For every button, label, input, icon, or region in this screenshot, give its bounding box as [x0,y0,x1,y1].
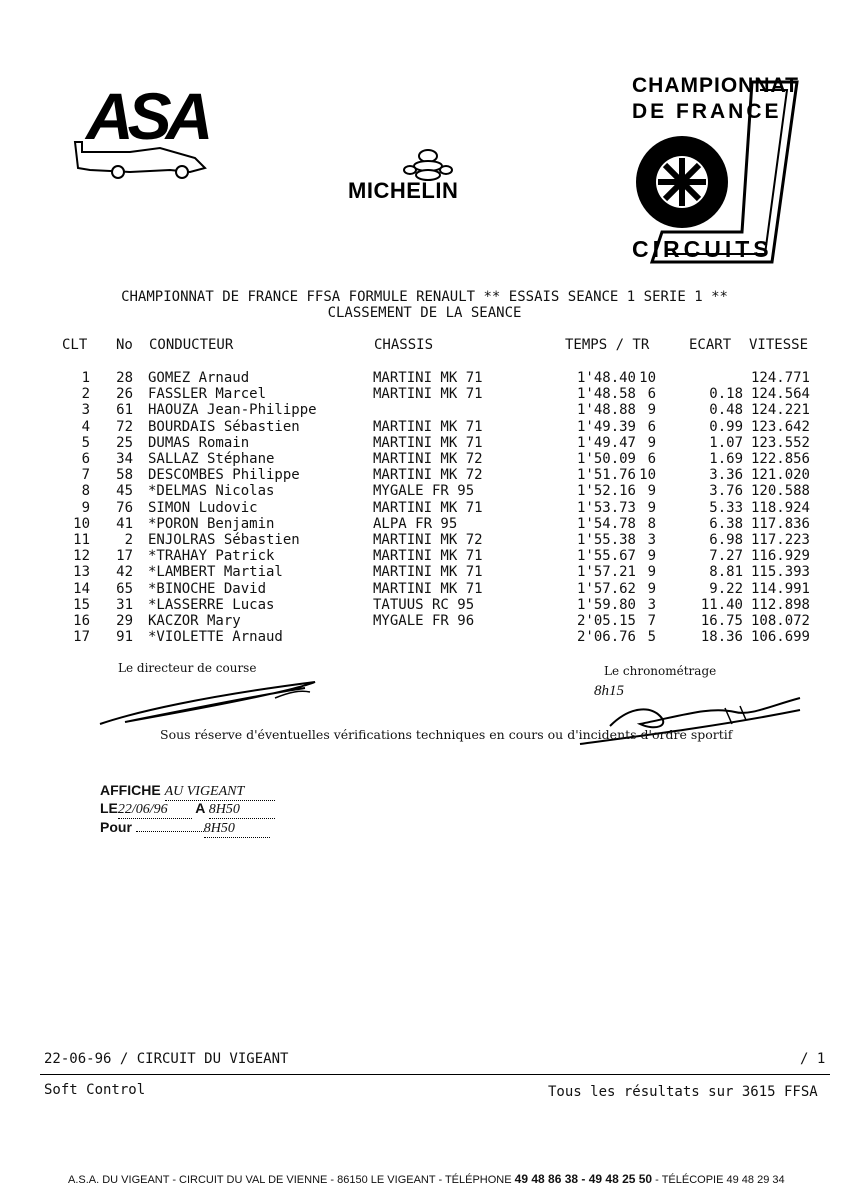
footer-date-circuit: 22-06-96 / CIRCUIT DU VIGEANT [44,1051,289,1067]
cell-speed: 108.072 [750,613,810,629]
cell-speed: 124.221 [750,402,810,419]
cell-laps: 5 [647,629,656,646]
table-row [0,419,849,435]
cell-laps: 10 [639,370,656,386]
cell-clt: 17 [73,629,90,646]
cell-speed: 124.771 [750,370,810,386]
table-row [0,613,849,629]
director-signature [95,672,325,732]
table-row [0,483,849,499]
affiche-label: AFFICHE [100,782,161,798]
cell-time: 2'06.76 [576,629,636,646]
posting-date [100,800,275,819]
table-row [0,370,849,386]
cell-time: 1'57.21 [576,564,636,581]
cell-no: 42 [116,564,133,581]
championnat-logo-line3: CIRCUITS [632,236,773,262]
cell-laps: 9 [647,483,656,500]
col-driver: CONDUCTEUR [149,337,234,353]
table-row [0,386,849,402]
cell-clt: 9 [81,499,90,516]
cell-gap: 9.22 [709,580,743,597]
cell-laps: 9 [647,499,656,516]
cell-no: 28 [116,370,133,386]
championnat-logo-line2: DE FRANCE [632,100,782,123]
michelin-logo-text: MICHELIN [348,178,459,203]
table-row [0,451,849,467]
table-row [0,516,849,532]
cell-driver: SIMON Ludovic [148,499,258,516]
cell-gap: 3.76 [709,483,743,500]
cell-laps: 3 [647,532,656,548]
cell-speed: 123.642 [750,418,810,435]
cell-laps: 6 [647,386,656,403]
cell-no: 2 [124,532,133,548]
cell-speed: 106.699 [750,629,810,646]
cell-gap: 0.48 [709,402,743,419]
director-label: Le directeur de course [118,661,257,675]
cell-no: 76 [116,499,133,516]
cell-chassis: ALPA FR 95 [373,515,458,532]
cell-speed: 121.020 [750,467,810,484]
cell-chassis: MYGALE FR 95 [373,483,475,500]
affiche-value: AU VIGEANT [165,784,275,801]
table-row [0,548,849,564]
reserve-note: Sous réserve d'éventuelles vérifications techniques en cours ou d'incidents d'ordre sportif [160,727,733,742]
address-fax: 49 48 29 34 [726,1174,785,1186]
cell-laps: 8 [647,515,656,532]
cell-time: 1'48.58 [576,386,636,403]
posting-affiche [100,782,275,801]
col-clt: CLT [62,337,88,353]
cell-chassis: MYGALE FR 96 [373,613,475,629]
cell-driver: FASSLER Marcel [148,386,267,403]
cell-laps: 9 [647,580,656,597]
cell-speed: 114.991 [750,580,810,597]
cell-clt: 16 [73,613,90,629]
pour-label: Pour [100,819,132,835]
table-row [0,500,849,516]
cell-laps: 7 [647,613,656,629]
cell-clt: 13 [73,564,90,581]
cell-clt: 5 [81,434,90,451]
cell-clt: 10 [73,515,90,532]
cell-driver: HAOUZA Jean-Philippe [148,402,317,419]
cell-driver: DESCOMBES Philippe [148,467,300,484]
cell-chassis: MARTINI MK 71 [373,370,483,386]
cell-chassis: MARTINI MK 71 [373,386,483,403]
cell-chassis: MARTINI MK 72 [373,532,483,548]
cell-speed: 116.929 [750,548,810,565]
cell-gap: 5.33 [709,499,743,516]
cell-gap: 8.81 [709,564,743,581]
footer-divider [40,1074,830,1075]
cell-clt: 12 [73,548,90,565]
cell-chassis: MARTINI MK 71 [373,548,483,565]
cell-gap: 11.40 [700,596,743,613]
cell-clt: 2 [81,386,90,403]
table-row [0,581,849,597]
cell-no: 61 [116,402,133,419]
cell-driver: *LAMBERT Martial [148,564,283,581]
col-gap: ECART [689,337,732,353]
table-row [0,629,849,645]
cell-chassis: MARTINI MK 71 [373,499,483,516]
timing-handwritten-time: 8h15 [594,683,624,699]
cell-speed: 118.924 [750,499,810,516]
cell-time: 1'49.47 [576,434,636,451]
cell-no: 31 [116,596,133,613]
cell-no: 17 [116,548,133,565]
cell-laps: 9 [647,548,656,565]
cell-gap: 7.27 [709,548,743,565]
cell-laps: 10 [639,467,656,484]
footer-results-info: Tous les résultats sur 3615 FFSA [548,1084,818,1100]
page-title: CHAMPIONNAT DE FRANCE FFSA FORMULE RENAULT ** ESSAIS SEANCE 1 SERIE 1 ** [121,289,728,305]
cell-driver: *PORON Benjamin [148,515,275,532]
cell-driver: *VIOLETTE Arnaud [148,629,283,646]
cell-gap: 1.69 [709,451,743,467]
cell-speed: 123.552 [750,434,810,451]
cell-speed: 124.564 [750,386,810,403]
cell-speed: 122.856 [750,451,810,467]
cell-clt: 3 [81,402,90,419]
cell-chassis: MARTINI MK 72 [373,467,483,484]
cell-no: 41 [116,515,133,532]
a-value: 8H50 [209,802,275,819]
cell-no: 58 [116,467,133,484]
le-label: LE [100,800,118,816]
cell-no: 29 [116,613,133,629]
address-fax-label: - TÉLÉCOPIE [655,1174,724,1186]
cell-driver: BOURDAIS Sébastien [148,418,300,435]
cell-speed: 117.223 [750,532,810,548]
cell-driver: KACZOR Mary [148,613,241,629]
posting-pour [100,819,270,838]
championnat-logo-line1: CHAMPIONNAT [632,74,799,97]
cell-driver: ENJOLRAS Sébastien [148,532,300,548]
cell-time: 1'48.88 [576,402,636,419]
cell-chassis: TATUUS RC 95 [373,596,475,613]
col-speed: VITESSE [749,337,809,353]
footer-page: / 1 [800,1051,826,1067]
cell-time: 1'59.80 [576,596,636,613]
cell-time: 1'54.78 [576,515,636,532]
cell-no: 34 [116,451,133,467]
cell-laps: 9 [647,434,656,451]
table-row [0,532,849,548]
address-phones: 49 48 86 38 - 49 48 25 50 [514,1172,653,1186]
pour-value: 8H50 [204,821,270,838]
cell-driver: GOMEZ Arnaud [148,370,250,386]
col-no: No [116,337,133,353]
table-header [0,337,849,353]
timing-label: Le chronométrage [604,664,717,678]
cell-time: 1'53.73 [576,499,636,516]
cell-clt: 11 [73,532,90,548]
cell-gap: 3.36 [709,467,743,484]
cell-laps: 6 [647,451,656,467]
cell-time: 1'50.09 [576,451,636,467]
footer-address [68,1172,785,1186]
cell-gap: 1.07 [709,434,743,451]
cell-driver: SALLAZ Stéphane [148,451,275,467]
cell-clt: 7 [81,467,90,484]
cell-chassis: MARTINI MK 71 [373,580,483,597]
cell-time: 1'57.62 [576,580,636,597]
pour-blank [136,831,204,832]
cell-driver: DUMAS Romain [148,434,250,451]
cell-driver: *BINOCHE David [148,580,267,597]
cell-time: 1'49.39 [576,418,636,435]
cell-no: 45 [116,483,133,500]
col-chassis: CHASSIS [374,337,434,353]
cell-driver: *LASSERRE Lucas [148,596,275,613]
cell-clt: 8 [81,483,90,500]
cell-speed: 115.393 [750,564,810,581]
cell-speed: 112.898 [750,596,810,613]
cell-gap: 16.75 [700,613,743,629]
cell-clt: 15 [73,596,90,613]
cell-laps: 6 [647,418,656,435]
cell-gap: 18.36 [700,629,743,646]
footer-software: Soft Control [44,1082,146,1098]
cell-chassis: MARTINI MK 71 [373,564,483,581]
table-row [0,402,849,418]
cell-clt: 1 [81,370,90,386]
cell-chassis: MARTINI MK 71 [373,418,483,435]
table-row [0,597,849,613]
cell-driver: *DELMAS Nicolas [148,483,275,500]
cell-clt: 14 [73,580,90,597]
cell-time: 2'05.15 [576,613,636,629]
cell-no: 65 [116,580,133,597]
cell-no: 91 [116,629,133,646]
cell-speed: 117.836 [750,515,810,532]
cell-time: 1'51.76 [576,467,636,484]
cell-chassis: MARTINI MK 71 [373,434,483,451]
page-subtitle: CLASSEMENT DE LA SEANCE [327,305,522,321]
cell-gap: 6.38 [709,515,743,532]
cell-clt: 4 [81,418,90,435]
cell-no: 72 [116,418,133,435]
cell-gap: 0.99 [709,418,743,435]
cell-gap: 6.98 [709,532,743,548]
le-value: 22/06/96 [118,802,192,819]
cell-chassis: MARTINI MK 72 [373,451,483,467]
cell-no: 25 [116,434,133,451]
cell-speed: 120.588 [750,483,810,500]
cell-time: 1'48.40 [576,370,636,386]
cell-laps: 9 [647,402,656,419]
asa-logo-text: ASA [86,79,208,153]
cell-driver: *TRAHAY Patrick [148,548,275,565]
cell-no: 26 [116,386,133,403]
cell-time: 1'52.16 [576,483,636,500]
cell-laps: 3 [647,596,656,613]
cell-laps: 9 [647,564,656,581]
table-row [0,467,849,483]
a-label: A [195,800,205,816]
table-row [0,564,849,580]
cell-time: 1'55.38 [576,532,636,548]
cell-gap: 0.18 [709,386,743,403]
address-text: A.S.A. DU VIGEANT - CIRCUIT DU VAL DE VIENNE - 86150 LE VIGEANT - TÉLÉPHONE [68,1174,512,1186]
table-row [0,435,849,451]
col-time-laps: TEMPS / TR [565,337,650,353]
cell-time: 1'55.67 [576,548,636,565]
cell-clt: 6 [81,451,90,467]
